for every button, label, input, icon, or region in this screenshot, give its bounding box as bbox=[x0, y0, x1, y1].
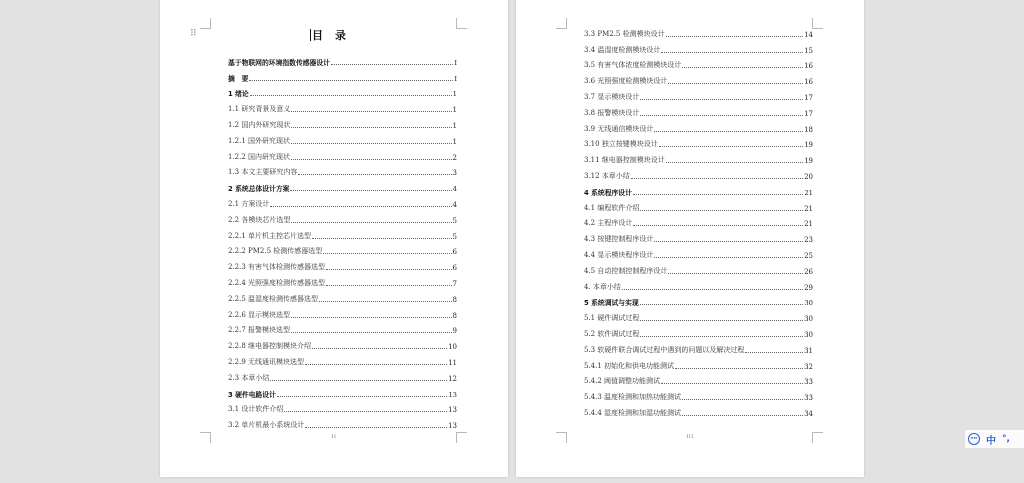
toc-entry-page-number: 15 bbox=[804, 46, 813, 55]
toc-entry-label: 3.3 PM2.5 检测模块设计 bbox=[584, 29, 665, 38]
toc-title[interactable] bbox=[160, 27, 508, 43]
margin-corner-top-right bbox=[812, 18, 823, 29]
toc-entry-label: 2.2.2 PM2.5 检测传感器选型 bbox=[228, 247, 323, 256]
toc-entry[interactable] bbox=[584, 323, 813, 339]
toc-entry-label: 3.8 报警模块设计 bbox=[584, 108, 640, 117]
toc-entry-label: 3.10 独立按键模块设计 bbox=[584, 140, 658, 149]
toc-entry-label: 3.9 无线通信模块设计 bbox=[584, 124, 654, 133]
drag-handle-icon[interactable]: ⠿ bbox=[190, 29, 196, 39]
toc-entry-label: 2.2.3 有害气体检测传感器选型 bbox=[228, 263, 326, 272]
toc-leader-dots bbox=[312, 348, 447, 349]
toc-entry-label: 4. 本章小结 bbox=[584, 282, 621, 291]
toc-entry[interactable] bbox=[228, 130, 457, 146]
toc-entry-label: 2 系统总体设计方案 bbox=[228, 185, 290, 194]
toc-leader-dots bbox=[249, 80, 453, 81]
toc-entry-page-number: 30 bbox=[804, 330, 813, 339]
toc-entry-page-number: 11 bbox=[448, 358, 457, 367]
margin-corner-top-left bbox=[556, 18, 567, 29]
toc-entry-label: 2.2.1 单片机主控芯片选型 bbox=[228, 231, 312, 240]
toc-entry-page-number: 32 bbox=[804, 362, 813, 371]
toc-entry-label: 3 硬件电路设计 bbox=[228, 390, 276, 399]
toc-leader-dots bbox=[326, 269, 451, 270]
toc-entry-label: 3.12 本章小结 bbox=[584, 171, 630, 180]
toc-entry-page-number: 33 bbox=[804, 378, 813, 387]
toc-entry[interactable] bbox=[228, 114, 457, 130]
toc-entry[interactable] bbox=[228, 320, 457, 336]
toc-entry[interactable] bbox=[584, 165, 813, 181]
toc-entry[interactable] bbox=[228, 399, 457, 415]
toc-entry-page-number: 13 bbox=[448, 406, 457, 415]
toc-entry[interactable] bbox=[584, 213, 813, 229]
toc-entry-label: 4.4 显示模块程序设计 bbox=[584, 250, 654, 259]
toc-entry-label: 基于物联网的环境指数传感器设计 bbox=[228, 58, 330, 67]
toc-entry-page-number: I bbox=[454, 58, 457, 67]
toc-entry-page-number: 8 bbox=[452, 295, 457, 304]
toc-entry-label: 1.2.2 国内研究现状 bbox=[228, 152, 291, 161]
table-of-contents bbox=[584, 23, 813, 418]
toc-entry-page-number: 19 bbox=[804, 141, 813, 150]
toc-leader-dots bbox=[291, 332, 451, 333]
toc-entry[interactable] bbox=[584, 39, 813, 55]
toc-entry-label: 2.2 各模块芯片选型 bbox=[228, 215, 291, 224]
toc-entry[interactable] bbox=[228, 256, 457, 272]
toc-entry-label: 3.2 单片机最小系统设计 bbox=[228, 421, 305, 430]
toc-entry[interactable] bbox=[584, 118, 813, 134]
toc-entry-label: 5.1 硬件调试过程 bbox=[584, 314, 640, 323]
toc-entry-page-number: 3 bbox=[452, 169, 457, 178]
toc-entry-label: 5.4.3 温度检测和加热功能测试 bbox=[584, 393, 682, 402]
toc-entry-page-number: 6 bbox=[452, 264, 457, 273]
toc-entry[interactable] bbox=[228, 414, 457, 430]
toc-entry-page-number: 21 bbox=[804, 204, 813, 213]
toc-entry-page-number: 10 bbox=[448, 343, 457, 352]
toc-entry[interactable] bbox=[584, 181, 813, 197]
toc-leader-dots bbox=[270, 380, 447, 381]
toc-entry-label: 1 绪论 bbox=[228, 90, 249, 99]
toc-leader-dots bbox=[668, 273, 803, 274]
toc-leader-dots bbox=[661, 383, 803, 384]
toc-entry-page-number: 23 bbox=[804, 236, 813, 245]
toc-leader-dots bbox=[291, 143, 451, 144]
toc-leader-dots bbox=[659, 146, 803, 147]
toc-entry-label: 5.4.1 初始化和供电功能测试 bbox=[584, 361, 675, 370]
toc-entry[interactable] bbox=[584, 402, 813, 418]
toc-leader-dots bbox=[666, 162, 803, 163]
toc-entry-page-number: 9 bbox=[452, 327, 457, 336]
toc-entry-label: 5.2 软件调试过程 bbox=[584, 329, 640, 338]
toc-entry-page-number: 19 bbox=[804, 157, 813, 166]
toc-entry-page-number: 18 bbox=[804, 125, 813, 134]
toc-entry-label: 3.11 继电器控制模块设计 bbox=[584, 156, 665, 165]
toc-entry-label: 2.1 方案设计 bbox=[228, 199, 270, 208]
toc-leader-dots bbox=[654, 131, 803, 132]
toc-entry[interactable] bbox=[584, 134, 813, 150]
toc-entry-label: 5.4.2 阈值调整功能测试 bbox=[584, 377, 661, 386]
toc-entry[interactable] bbox=[228, 83, 457, 99]
toc-leader-dots bbox=[298, 174, 451, 175]
toc-entry[interactable] bbox=[584, 307, 813, 323]
ime-logo-icon[interactable]: iFLY bbox=[968, 433, 980, 445]
toc-entry-page-number: 25 bbox=[804, 251, 813, 260]
toc-leader-dots bbox=[291, 127, 451, 128]
toc-entry-page-number: 16 bbox=[804, 62, 813, 71]
toc-entry-label: 1.3 本文主要研究内容 bbox=[228, 168, 298, 177]
toc-leader-dots bbox=[290, 190, 451, 191]
toc-leader-dots bbox=[277, 396, 447, 397]
document-page-1[interactable] bbox=[160, 0, 508, 477]
toc-entry-page-number: 7 bbox=[452, 279, 457, 288]
toc-leader-dots bbox=[284, 411, 447, 412]
toc-leader-dots bbox=[291, 111, 451, 112]
toc-entry[interactable] bbox=[228, 67, 457, 83]
toc-entry[interactable] bbox=[584, 228, 813, 244]
toc-entry[interactable] bbox=[584, 339, 813, 355]
toc-entry[interactable] bbox=[228, 241, 457, 257]
toc-entry[interactable] bbox=[584, 149, 813, 165]
toc-entry-page-number: 33 bbox=[804, 394, 813, 403]
toc-entry[interactable] bbox=[228, 225, 457, 241]
toc-entry[interactable] bbox=[584, 355, 813, 371]
toc-entry-label: 4.5 自动控制控制程序设计 bbox=[584, 266, 668, 275]
toc-leader-dots bbox=[668, 83, 803, 84]
toc-entry-label: 3.4 温湿度检测模块设计 bbox=[584, 45, 661, 54]
toc-leader-dots bbox=[270, 206, 451, 207]
toc-entry-label: 2.2.9 无线通讯模块选型 bbox=[228, 357, 305, 366]
toc-entry-page-number: 20 bbox=[804, 172, 813, 181]
toc-leader-dots bbox=[654, 257, 803, 258]
toc-leader-dots bbox=[633, 225, 803, 226]
toc-leader-dots bbox=[682, 415, 803, 416]
toc-entry-label: 4.3 按键控制程序设计 bbox=[584, 235, 654, 244]
toc-leader-dots bbox=[682, 67, 803, 68]
page-number-footer: II bbox=[331, 434, 337, 440]
toc-entry[interactable] bbox=[584, 197, 813, 213]
toc-leader-dots bbox=[745, 352, 803, 353]
toc-entry-label: 3.1 设计软件介绍 bbox=[228, 405, 284, 414]
toc-leader-dots bbox=[666, 36, 803, 37]
toc-leader-dots bbox=[291, 317, 451, 318]
toc-entry[interactable] bbox=[584, 386, 813, 402]
toc-entry[interactable] bbox=[584, 244, 813, 260]
toc-entry-page-number: 5 bbox=[452, 232, 457, 241]
ime-toolbar[interactable] bbox=[965, 430, 1024, 448]
toc-leader-dots bbox=[654, 241, 803, 242]
toc-leader-dots bbox=[305, 364, 447, 365]
toc-entry[interactable] bbox=[228, 162, 457, 178]
ime-punctuation-icon[interactable]: °, bbox=[1002, 434, 1010, 444]
toc-leader-dots bbox=[640, 210, 803, 211]
toc-entry-label: 摘 要 bbox=[228, 74, 249, 83]
toc-entry-page-number: 2 bbox=[452, 153, 457, 162]
toc-entry-page-number: 1 bbox=[452, 121, 457, 130]
toc-leader-dots bbox=[291, 222, 451, 223]
toc-title-text: 目录 bbox=[312, 29, 358, 42]
toc-leader-dots bbox=[640, 304, 804, 305]
toc-leader-dots bbox=[312, 238, 451, 239]
toc-entry-page-number: 17 bbox=[804, 109, 813, 118]
table-of-contents bbox=[228, 51, 457, 430]
toc-entry[interactable] bbox=[584, 292, 813, 308]
toc-entry-page-number: 8 bbox=[452, 311, 457, 320]
toc-entry[interactable] bbox=[584, 55, 813, 71]
toc-entry[interactable] bbox=[584, 70, 813, 86]
toc-entry[interactable] bbox=[228, 304, 457, 320]
toc-entry[interactable] bbox=[584, 102, 813, 118]
toc-entry[interactable] bbox=[228, 209, 457, 225]
toc-leader-dots bbox=[633, 194, 803, 195]
toc-entry-page-number: 6 bbox=[452, 248, 457, 257]
toc-entry[interactable] bbox=[228, 51, 457, 67]
toc-leader-dots bbox=[250, 95, 452, 96]
toc-entry-page-number: 34 bbox=[804, 409, 813, 418]
toc-entry-label: 2.2.4 光照强度检测传感器选型 bbox=[228, 278, 326, 287]
toc-leader-dots bbox=[640, 320, 803, 321]
toc-entry-page-number: 12 bbox=[448, 374, 457, 383]
toc-entry-page-number: 26 bbox=[804, 267, 813, 276]
toc-entry-label: 1.1 研究背景及意义 bbox=[228, 105, 291, 114]
toc-leader-dots bbox=[331, 64, 453, 65]
toc-entry-label: 2.2.6 显示模块选型 bbox=[228, 310, 291, 319]
toc-leader-dots bbox=[640, 115, 803, 116]
toc-leader-dots bbox=[640, 99, 803, 100]
document-page-2[interactable] bbox=[516, 0, 864, 477]
toc-entry-page-number: 31 bbox=[804, 346, 813, 355]
toc-entry-label: 4 系统程序设计 bbox=[584, 188, 632, 197]
toc-entry-label: 3.5 有害气体浓度检测模块设计 bbox=[584, 61, 682, 70]
toc-entry-label: 2.2.7 报警模块选型 bbox=[228, 326, 291, 335]
toc-entry-page-number: 29 bbox=[804, 283, 813, 292]
toc-leader-dots bbox=[622, 289, 803, 290]
toc-leader-dots bbox=[675, 368, 803, 369]
toc-entry-page-number: 1 bbox=[452, 106, 457, 115]
toc-entry-page-number: 13 bbox=[448, 422, 457, 431]
toc-entry[interactable] bbox=[228, 335, 457, 351]
toc-leader-dots bbox=[326, 285, 451, 286]
toc-entry[interactable] bbox=[228, 146, 457, 162]
toc-entry-label: 1.2 国内外研究现状 bbox=[228, 120, 291, 129]
toc-leader-dots bbox=[640, 336, 803, 337]
toc-entry-label: 5.4.4 湿度检测和加湿功能测试 bbox=[584, 408, 682, 417]
toc-entry-page-number: 17 bbox=[804, 93, 813, 102]
toc-leader-dots bbox=[631, 178, 803, 179]
toc-entry[interactable] bbox=[228, 367, 457, 383]
toc-entry-label: 2.2.5 温湿度检测传感器选型 bbox=[228, 294, 319, 303]
toc-entry-page-number: 30 bbox=[804, 299, 813, 308]
toc-entry-page-number: 13 bbox=[448, 390, 457, 399]
toc-leader-dots bbox=[323, 253, 451, 254]
toc-entry[interactable] bbox=[584, 371, 813, 387]
toc-entry-label: 5.3 软硬件联合调试过程中遇到的问题以及解决过程 bbox=[584, 345, 745, 354]
toc-entry[interactable] bbox=[228, 98, 457, 114]
toc-entry-label: 3.7 显示模块设计 bbox=[584, 92, 640, 101]
ime-language-toggle[interactable]: 中 bbox=[986, 435, 996, 447]
toc-entry-label: 3.6 光照强度检测模块设计 bbox=[584, 77, 668, 86]
toc-entry-page-number: 1 bbox=[452, 137, 457, 146]
toc-entry[interactable] bbox=[228, 288, 457, 304]
toc-entry[interactable] bbox=[228, 193, 457, 209]
toc-entry[interactable] bbox=[228, 383, 457, 399]
toc-entry-page-number: 21 bbox=[804, 220, 813, 229]
toc-entry-page-number: 30 bbox=[804, 315, 813, 324]
toc-entry[interactable] bbox=[584, 86, 813, 102]
toc-entry[interactable] bbox=[584, 23, 813, 39]
toc-entry-label: 4.1 编程软件介绍 bbox=[584, 203, 640, 212]
toc-entry-label: 2.2.8 继电器控制模块介绍 bbox=[228, 342, 312, 351]
toc-entry[interactable] bbox=[584, 276, 813, 292]
toc-leader-dots bbox=[682, 399, 803, 400]
toc-entry-page-number: 4 bbox=[452, 185, 457, 194]
toc-entry-page-number: 4 bbox=[452, 200, 457, 209]
toc-entry[interactable] bbox=[584, 260, 813, 276]
toc-entry[interactable] bbox=[228, 177, 457, 193]
toc-entry[interactable] bbox=[228, 351, 457, 367]
toc-entry-page-number: 21 bbox=[804, 188, 813, 197]
toc-entry-label: 1.2.1 国外研究现状 bbox=[228, 136, 291, 145]
text-cursor bbox=[310, 29, 311, 41]
page-number-footer: III bbox=[686, 434, 694, 440]
toc-entry-page-number: 1 bbox=[452, 90, 457, 99]
toc-entry-page-number: 5 bbox=[452, 216, 457, 225]
toc-leader-dots bbox=[661, 52, 803, 53]
toc-entry-page-number: 16 bbox=[804, 78, 813, 87]
toc-entry-label: 2.3 本章小结 bbox=[228, 373, 270, 382]
toc-leader-dots bbox=[305, 427, 447, 428]
toc-entry-label: 5 系统调试与实现 bbox=[584, 299, 639, 308]
toc-leader-dots bbox=[291, 159, 451, 160]
toc-leader-dots bbox=[319, 301, 451, 302]
toc-entry-label: 4.2 主程序设计 bbox=[584, 219, 633, 228]
toc-entry-page-number: 14 bbox=[804, 30, 813, 39]
toc-entry[interactable] bbox=[228, 272, 457, 288]
toc-entry-page-number: I bbox=[454, 74, 457, 83]
